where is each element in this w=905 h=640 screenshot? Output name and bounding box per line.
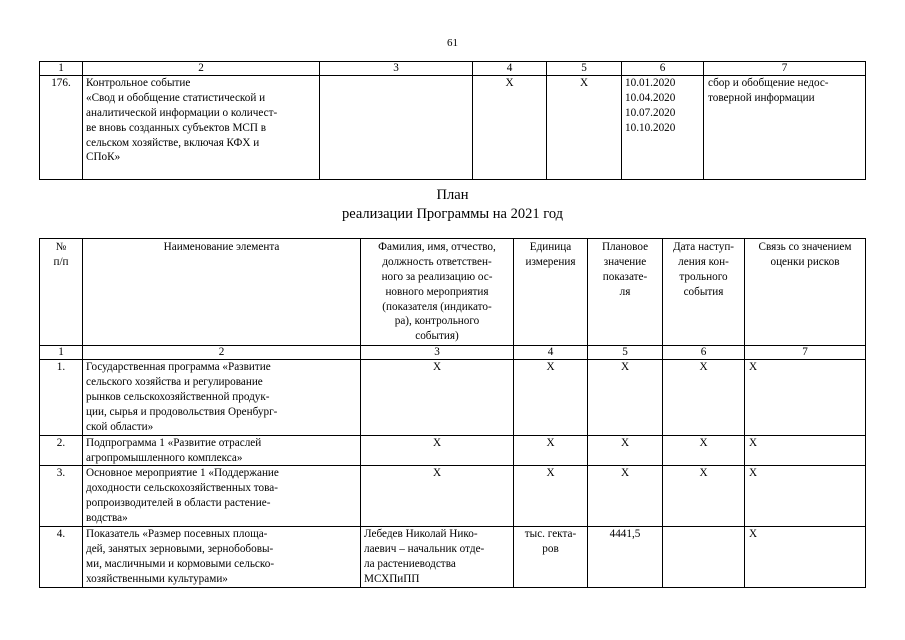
risk-link: сбор и обобщение недос- товерной информации	[704, 76, 866, 180]
plan-title-line2: реализации Программы на 2021 год	[341, 206, 564, 222]
unit-cell: Х	[514, 435, 588, 466]
event-date: Х	[663, 435, 745, 466]
risk-link: Х	[745, 360, 866, 435]
element-name: Государственная программа «Развитие сельского хозяйства и регулирование рынков сельскохозяйственной продук- ции, сырья и продовольствия Оренбург- ской области»	[83, 360, 361, 435]
unit-cell: Х	[473, 76, 547, 180]
header-unit: Единица измерения	[514, 239, 588, 346]
table-row	[40, 76, 866, 180]
element-name: Контрольное событие «Свод и обобщение статистической и аналитической информации о количест- ве вновь созданных субъектов МСП в сельском хозяйстве, включая КФХ и СПоК»	[83, 76, 320, 180]
column-number: 6	[663, 346, 745, 360]
table-row	[40, 360, 866, 435]
plan-value-cell: 4441,5	[588, 527, 663, 588]
unit-cell: тыс. гекта- ров	[514, 527, 588, 588]
plan-table	[39, 238, 866, 588]
element-name: Основное мероприятие 1 «Поддержание доходности сельскохозяйственных това- ропроизводителей в области растение- водства»	[83, 466, 361, 527]
column-number: 5	[547, 62, 622, 76]
plan-value-cell: Х	[588, 435, 663, 466]
risk-link: Х	[745, 435, 866, 466]
row-number: 1.	[40, 360, 83, 435]
column-number: 7	[745, 346, 866, 360]
column-number: 2	[83, 62, 320, 76]
event-date: Х	[663, 360, 745, 435]
column-number-row	[40, 62, 866, 76]
column-number: 7	[704, 62, 866, 76]
column-number-row	[40, 346, 866, 360]
row-number: 3.	[40, 466, 83, 527]
header-number: № п/п	[40, 239, 83, 346]
column-number: 1	[40, 62, 83, 76]
header-row	[40, 239, 866, 346]
plan-value-cell: Х	[588, 360, 663, 435]
plan-value-cell: Х	[588, 466, 663, 527]
event-date: 10.01.2020 10.04.2020 10.07.2020 10.10.2020	[622, 76, 704, 180]
column-number: 1	[40, 346, 83, 360]
column-number: 3	[361, 346, 514, 360]
column-number: 3	[320, 62, 473, 76]
column-number: 2	[83, 346, 361, 360]
risk-link: Х	[745, 527, 866, 588]
responsible-person: Х	[361, 435, 514, 466]
event-date: Х	[663, 466, 745, 527]
responsible-person: Х	[361, 466, 514, 527]
risk-link: Х	[745, 466, 866, 527]
row-number: 4.	[40, 527, 83, 588]
plan-title-line1: План	[436, 187, 469, 203]
continuation-table	[39, 61, 866, 180]
header-event-date: Дата наступ- ления кон- трольного события	[663, 239, 745, 346]
responsible-person: Лебедев Николай Нико- лаевич – начальник отде- ла растениеводства МСХПиПП	[361, 527, 514, 588]
page-number: 61	[447, 37, 458, 49]
column-number: 6	[622, 62, 704, 76]
plan-value-cell: Х	[547, 76, 622, 180]
header-risk-link: Связь со значением оценки рисков	[745, 239, 866, 346]
header-element-name: Наименование элемента	[83, 239, 361, 346]
row-number: 2.	[40, 435, 83, 466]
row-number: 176.	[40, 76, 83, 180]
event-date	[663, 527, 745, 588]
column-number: 4	[473, 62, 547, 76]
header-responsible: Фамилия, имя, отчество, должность ответствен- ного за реализацию ос- новного мероприятия (показателя (индикато- ра), контрольного события)	[361, 239, 514, 346]
responsible-person: Х	[361, 360, 514, 435]
element-name: Подпрограмма 1 «Развитие отраслей агропромышленного комплекса»	[83, 435, 361, 466]
responsible-person	[320, 76, 473, 180]
table-row	[40, 466, 866, 527]
unit-cell: Х	[514, 466, 588, 527]
table-row	[40, 527, 866, 588]
plan-title	[0, 186, 905, 224]
table-row	[40, 435, 866, 466]
header-plan-value: Плановое значение показате- ля	[588, 239, 663, 346]
column-number: 5	[588, 346, 663, 360]
element-name: Показатель «Размер посевных площа- дей, занятых зерновыми, зернобобовы- ми, масличными и кормовыми сельско- хозяйственными культурами»	[83, 527, 361, 588]
unit-cell: Х	[514, 360, 588, 435]
column-number: 4	[514, 346, 588, 360]
